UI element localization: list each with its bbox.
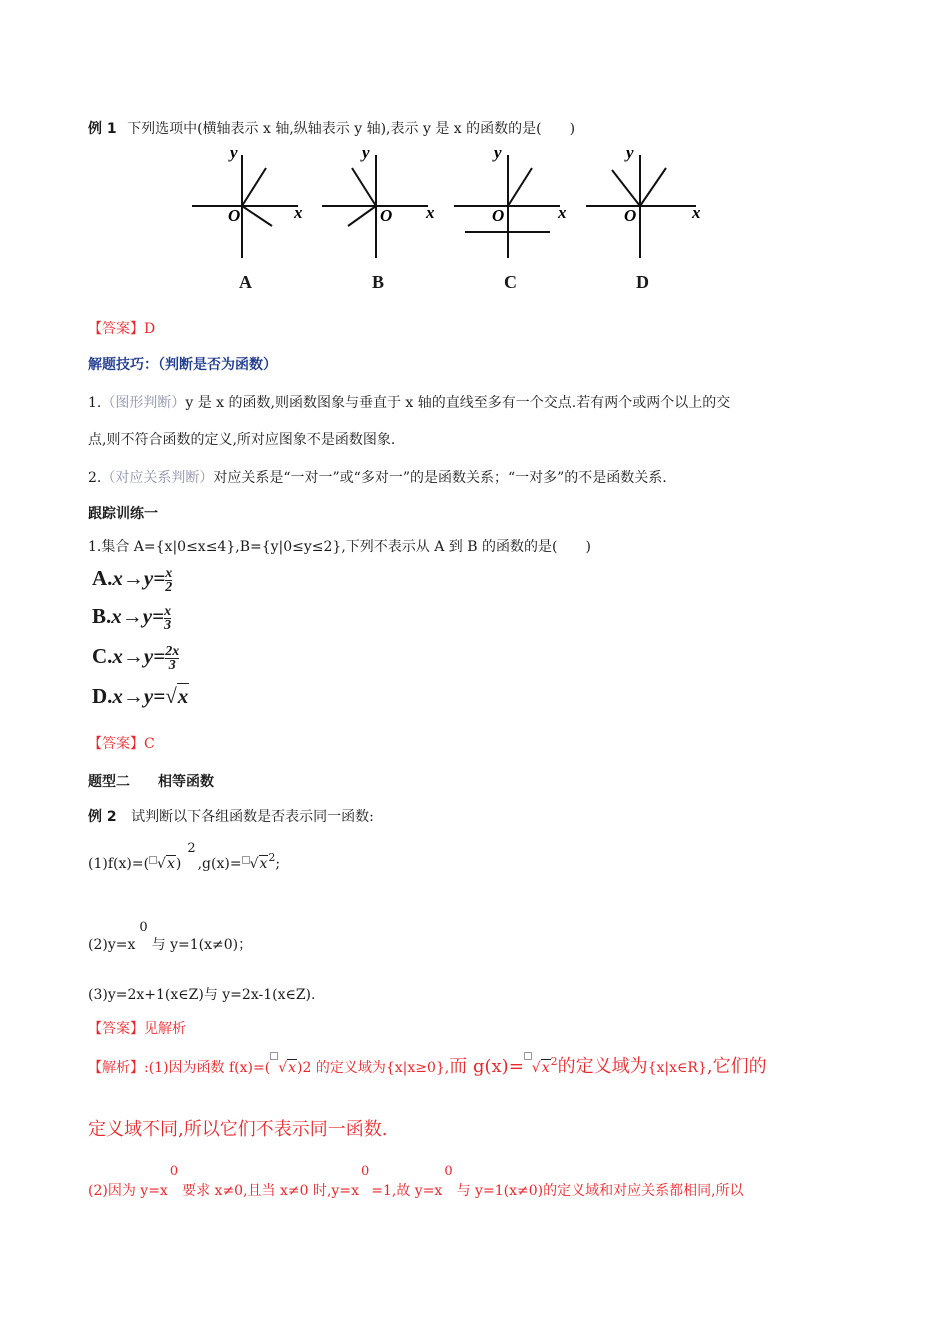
graph-a-x-label: x [294, 203, 303, 222]
graph-b-origin: O [380, 206, 393, 225]
q2-part-a: (2)y=x [88, 937, 136, 953]
option-b-fraction [164, 605, 171, 632]
option-a-lhs: x→y= [112, 566, 166, 590]
analysis-line1: 【解析】:(1)因为函数 f(x)=( √x)2 的定义域为{x|x≥0},而 $g(x)= √x^2$的定义域为{x|x∈R},它们的 [88, 1052, 767, 1078]
option-b [92, 604, 171, 632]
graph-label-d: D [636, 272, 649, 292]
analysis-l1-b: )2 的定义域为{x|x≥0}, [297, 1060, 450, 1076]
analysis-l1-radicand: x [288, 1060, 297, 1076]
option-b-num: x [164, 603, 172, 619]
analysis-line3 [88, 1164, 744, 1200]
option-c-lhs: x→y= [112, 644, 166, 668]
q1-part-b: ) [175, 856, 182, 872]
q1-part-c: ,g(x)= [197, 856, 242, 872]
example2-q2 [88, 920, 253, 954]
option-a [92, 566, 172, 594]
graph-d-y-label: y [626, 143, 634, 162]
graph-label-c: C [504, 272, 517, 292]
example2-answer-value: 见解析 [144, 1021, 186, 1037]
graph-a-origin: O [228, 206, 241, 225]
graph-c [454, 143, 567, 258]
q1-exponent: 2 [187, 841, 196, 856]
option-a-den: 2 [165, 579, 173, 595]
practice1-question: 1.集合 A={x|0≤x≤4},B={y|0≤y≤2},下列不表示从 A 到 B 的函数的是( ) [88, 539, 591, 555]
option-c-den: 3 [165, 658, 179, 672]
analysis-l3-exp2: 0 [360, 1164, 370, 1179]
analysis-line2: 定义域不同,所以它们不表示同一函数. [88, 1119, 388, 1140]
answer-value: D [144, 321, 156, 337]
analysis-l1-d: 的定义域为 [557, 1056, 648, 1077]
option-c [92, 644, 179, 672]
q1-radicand-2: x [259, 856, 268, 872]
analysis-tag: 【解析】 [88, 1060, 144, 1076]
graph-label-a: A [239, 272, 252, 292]
q1-radicand-2-exp: 2 [268, 851, 276, 864]
option-b-den: 3 [164, 617, 172, 633]
option-b-prefix: B. [92, 604, 112, 628]
option-c-fraction [165, 645, 179, 672]
tips-item2-tag: （对应关系判断） [101, 470, 214, 486]
option-d-lhs: x→y= [112, 684, 166, 708]
tips-item1-tag: （图形判断） [101, 395, 186, 411]
tips-item1-no: 1. [88, 395, 102, 411]
option-c-prefix: C. [92, 644, 113, 668]
analysis-l3-exp1: 0 [169, 1164, 179, 1179]
example2-answer-tag: 【答案】 [88, 1021, 144, 1037]
example1-text: 下列选项中(横轴表示 x 轴,纵轴表示 y 轴),表示 y 是 x 的函数的是( ) [127, 121, 576, 137]
analysis-l3-a: (2)因为 y=x [88, 1183, 168, 1199]
graph-d [586, 143, 701, 258]
tips-item1-line2: 点,则不符合函数的定义,所对应图象不是函数图象. [88, 432, 396, 448]
option-c-num: 2x [165, 643, 180, 659]
example1-answer [88, 318, 155, 338]
practice1-answer-tag: 【答案】 [88, 736, 144, 752]
graph-c-x-label: x [558, 203, 567, 222]
analysis-l1-radicand-2-exp: 2 [550, 1055, 558, 1068]
graph-c-origin: O [492, 206, 505, 225]
q1-radicand-1: x [166, 856, 175, 872]
example2-label: 例 2 [88, 809, 117, 825]
analysis-l1-c: 而 g(x)= [449, 1056, 524, 1077]
option-a-prefix: A. [92, 566, 113, 590]
analysis-l1-e: {x|x∈R} [647, 1060, 707, 1076]
analysis-l3-b: 要求 x≠0,且当 x≠0 时,y=x [182, 1183, 359, 1199]
graph-a [192, 143, 303, 258]
example2-q1: (1)f(x)=( $√x)2,g(x)= √x^2$; [88, 841, 281, 872]
example2-line [88, 806, 374, 826]
q1-part-d: ; [275, 856, 281, 872]
graph-d-origin: O [624, 206, 637, 225]
analysis-l1-radicand-2: x [541, 1060, 550, 1076]
option-d-radicand: x [177, 684, 189, 708]
analysis-l3-c: =1,故 y=x [371, 1183, 443, 1199]
analysis-l3-d: 与 y=1(x≠0)的定义域和对应关系都相同,所以 [456, 1183, 744, 1199]
option-d-radical [177, 684, 190, 709]
answer-tag: 【答案】 [88, 321, 144, 337]
example1-line [88, 118, 575, 138]
tips-item2 [88, 467, 667, 487]
tips-item1-line1 [88, 392, 730, 412]
example2-q3: (3)y=2x+1(x∈Z)与 y=2x-1(x∈Z). [88, 987, 316, 1003]
q1-part-a: (1)f(x)=( [88, 856, 150, 872]
graph-b-x-label: x [426, 203, 435, 222]
graph-a-y-label: y [230, 143, 238, 162]
example2-text: 试判断以下各组函数是否表示同一函数: [131, 809, 374, 825]
q2-exponent: 0 [139, 920, 148, 935]
tips-item2-no: 2. [88, 470, 102, 486]
analysis-l3-exp3: 0 [444, 1164, 453, 1179]
example2-answer [88, 1018, 186, 1038]
tips-item1-text: y 是 x 的函数,则函数图象与垂直于 x 轴的直线至多有一个交点.若有两个或两个以上的交 [185, 395, 731, 411]
graph-label-b: B [372, 272, 385, 292]
graph-b-y-label: y [362, 143, 370, 162]
tips-title: 解题技巧：（判断是否为函数） [88, 357, 277, 373]
analysis-l1-a: :(1)因为函数 f(x)=( [144, 1060, 271, 1076]
graph-b [322, 143, 435, 258]
option-b-lhs: x→y= [111, 604, 165, 628]
type2-title: 题型二 相等函数 [88, 774, 214, 790]
example1-label: 例 1 [88, 121, 117, 137]
practice1-answer-value: C [144, 736, 155, 752]
option-a-num: x [165, 565, 173, 581]
q2-part-b: 与 y=1(x≠0)； [151, 937, 253, 953]
option-d: D.x→y=√x [92, 684, 189, 708]
option-a-fraction [165, 567, 172, 594]
graph-d-x-label: x [692, 203, 701, 222]
analysis-l1-f: ,它们的 [706, 1056, 767, 1077]
practice1-title: 跟踪训练一 [88, 506, 158, 522]
option-d-prefix: D. [92, 684, 113, 708]
tips-item2-text: 对应关系是“一对一”或“多对一”的是函数关系；“一对多”的不是函数关系. [213, 470, 667, 486]
practice1-answer [88, 733, 155, 753]
graph-c-y-label: y [494, 143, 502, 162]
